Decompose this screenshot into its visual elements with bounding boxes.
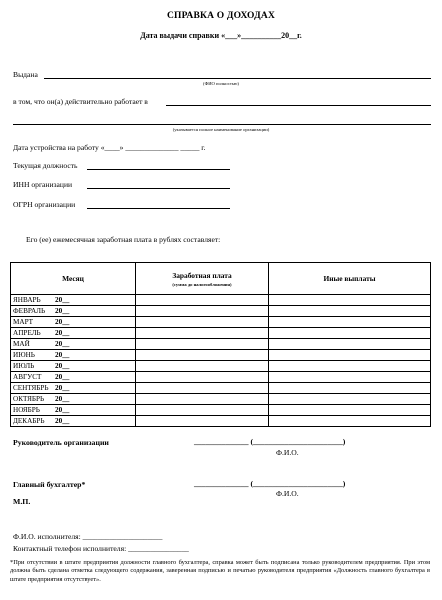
table-row — [11, 416, 431, 427]
issued-to-line[interactable] — [44, 78, 431, 79]
document-title: СПРАВКА О ДОХОДАХ — [166, 11, 276, 21]
accountant-signature-line[interactable]: ______________ (_______________________) — [194, 479, 346, 488]
salary-cell[interactable] — [136, 394, 269, 405]
month-year: 20__ — [55, 307, 70, 315]
other-payments-cell[interactable] — [269, 361, 431, 372]
position-label: Текущая должность — [13, 161, 78, 170]
executor-phone: Контактный телефон исполнителя: ________________ — [13, 544, 189, 553]
issue-date: Дата выдачи справки «___»__________20__г. — [140, 31, 302, 40]
header-salary — [136, 263, 269, 295]
position-line[interactable] — [87, 169, 230, 170]
month-cell — [11, 339, 136, 350]
ogrn-line[interactable] — [87, 208, 230, 209]
month-name: ДЕКАБРЬ — [13, 417, 45, 425]
month-name: ИЮНЬ — [13, 351, 35, 359]
salary-cell[interactable] — [136, 361, 269, 372]
month-year: 20__ — [55, 340, 70, 348]
salary-statement: Его (ее) ежемесячная заработная плата в рублях составляет: — [26, 235, 221, 244]
income-table — [10, 262, 431, 427]
inn-label: ИНН организации — [13, 180, 73, 189]
works-at-line[interactable] — [166, 105, 431, 106]
table-row — [11, 295, 431, 306]
seal-label: М.П. — [13, 497, 31, 506]
month-year: 20__ — [55, 417, 70, 425]
month-year: 20__ — [55, 395, 70, 403]
table-body — [11, 295, 431, 427]
other-payments-cell[interactable] — [269, 295, 431, 306]
ogrn-label: ОГРН организации — [13, 200, 76, 209]
accountant-label: Главный бухгалтер* — [13, 480, 86, 489]
table-row — [11, 372, 431, 383]
head-fio: Ф.И.О. — [276, 448, 299, 457]
month-cell — [11, 295, 136, 306]
month-cell — [11, 350, 136, 361]
month-cell — [11, 416, 136, 427]
month-name: ЯНВАРЬ — [13, 296, 41, 304]
inn-line[interactable] — [87, 188, 230, 189]
month-year: 20__ — [55, 318, 70, 326]
salary-cell[interactable] — [136, 295, 269, 306]
month-cell — [11, 405, 136, 416]
month-name: НОЯБРЬ — [13, 406, 40, 414]
table-row — [11, 339, 431, 350]
salary-cell[interactable] — [136, 328, 269, 339]
other-payments-cell[interactable] — [269, 394, 431, 405]
other-payments-cell[interactable] — [269, 372, 431, 383]
other-payments-cell[interactable] — [269, 306, 431, 317]
month-cell — [11, 394, 136, 405]
month-name: МАЙ — [13, 340, 30, 348]
month-cell — [11, 383, 136, 394]
works-at-label: в том, что он(а) действительно работает в — [13, 97, 148, 106]
table-header-row — [11, 263, 431, 295]
table-row — [11, 306, 431, 317]
salary-cell[interactable] — [136, 416, 269, 427]
table-row — [11, 328, 431, 339]
other-payments-cell[interactable] — [269, 405, 431, 416]
head-signature-line[interactable]: ______________ (_______________________) — [194, 437, 346, 446]
table-row — [11, 361, 431, 372]
header-month-label: Месяц — [62, 274, 84, 283]
table-row — [11, 350, 431, 361]
month-name: СЕНТЯБРЬ — [13, 384, 49, 392]
org-name-hint: (указывается полное наименование организации) — [172, 127, 270, 132]
month-year: 20__ — [55, 373, 70, 381]
month-year: 20__ — [55, 329, 70, 337]
hire-date: Дата устройства на работу «____» ______________ _____ г. — [13, 143, 206, 152]
month-name: ФЕВРАЛЬ — [13, 307, 46, 315]
salary-cell[interactable] — [136, 405, 269, 416]
other-payments-cell[interactable] — [269, 339, 431, 350]
salary-cell[interactable] — [136, 339, 269, 350]
salary-cell[interactable] — [136, 306, 269, 317]
table-row — [11, 394, 431, 405]
issued-to-label: Выдана — [13, 70, 38, 79]
month-cell — [11, 372, 136, 383]
salary-cell[interactable] — [136, 372, 269, 383]
month-year: 20__ — [55, 351, 70, 359]
issued-to-hint: (ФИО полностью) — [203, 81, 239, 86]
month-cell — [11, 306, 136, 317]
other-payments-cell[interactable] — [269, 350, 431, 361]
month-cell — [11, 317, 136, 328]
table-row — [11, 405, 431, 416]
table-row — [11, 317, 431, 328]
executor-name: Ф.И.О. исполнителя: _____________________ — [13, 532, 163, 541]
header-salary-label: Заработная плата — [172, 270, 232, 280]
month-cell — [11, 328, 136, 339]
header-other — [269, 263, 431, 295]
accountant-fio: Ф.И.О. — [276, 489, 299, 498]
org-name-line[interactable] — [13, 124, 431, 125]
table-row — [11, 383, 431, 394]
month-name: МАРТ — [13, 318, 34, 326]
month-year: 20__ — [55, 362, 70, 370]
other-payments-cell[interactable] — [269, 383, 431, 394]
header-other-label: Иные выплаты — [323, 274, 376, 283]
month-name: АПРЕЛЬ — [13, 329, 41, 337]
salary-cell[interactable] — [136, 350, 269, 361]
header-month — [11, 263, 136, 295]
footnote: *При отсутствии в штате предприятия должности главного бухгалтера, справка может быть подписана только руководителем предприятия. При этом должна быть сделана отметка следующего содержания, заверенная подписью и печатью руководителя предприятия «Должность главного бухгалтера в штате предприятия отсутствует». — [10, 559, 430, 583]
month-cell — [11, 361, 136, 372]
month-name: ИЮЛЬ — [13, 362, 35, 370]
month-name: АВГУСТ — [13, 373, 42, 381]
other-payments-cell[interactable] — [269, 317, 431, 328]
other-payments-cell[interactable] — [269, 416, 431, 427]
month-name: ОКТЯБРЬ — [13, 395, 45, 403]
salary-cell[interactable] — [136, 383, 269, 394]
head-label: Руководитель организации — [13, 438, 109, 447]
other-payments-cell[interactable] — [269, 328, 431, 339]
month-year: 20__ — [55, 384, 70, 392]
header-salary-note: (сумма до налогообложения) — [172, 281, 232, 287]
salary-cell[interactable] — [136, 317, 269, 328]
month-year: 20__ — [55, 296, 70, 304]
month-year: 20__ — [55, 406, 70, 414]
